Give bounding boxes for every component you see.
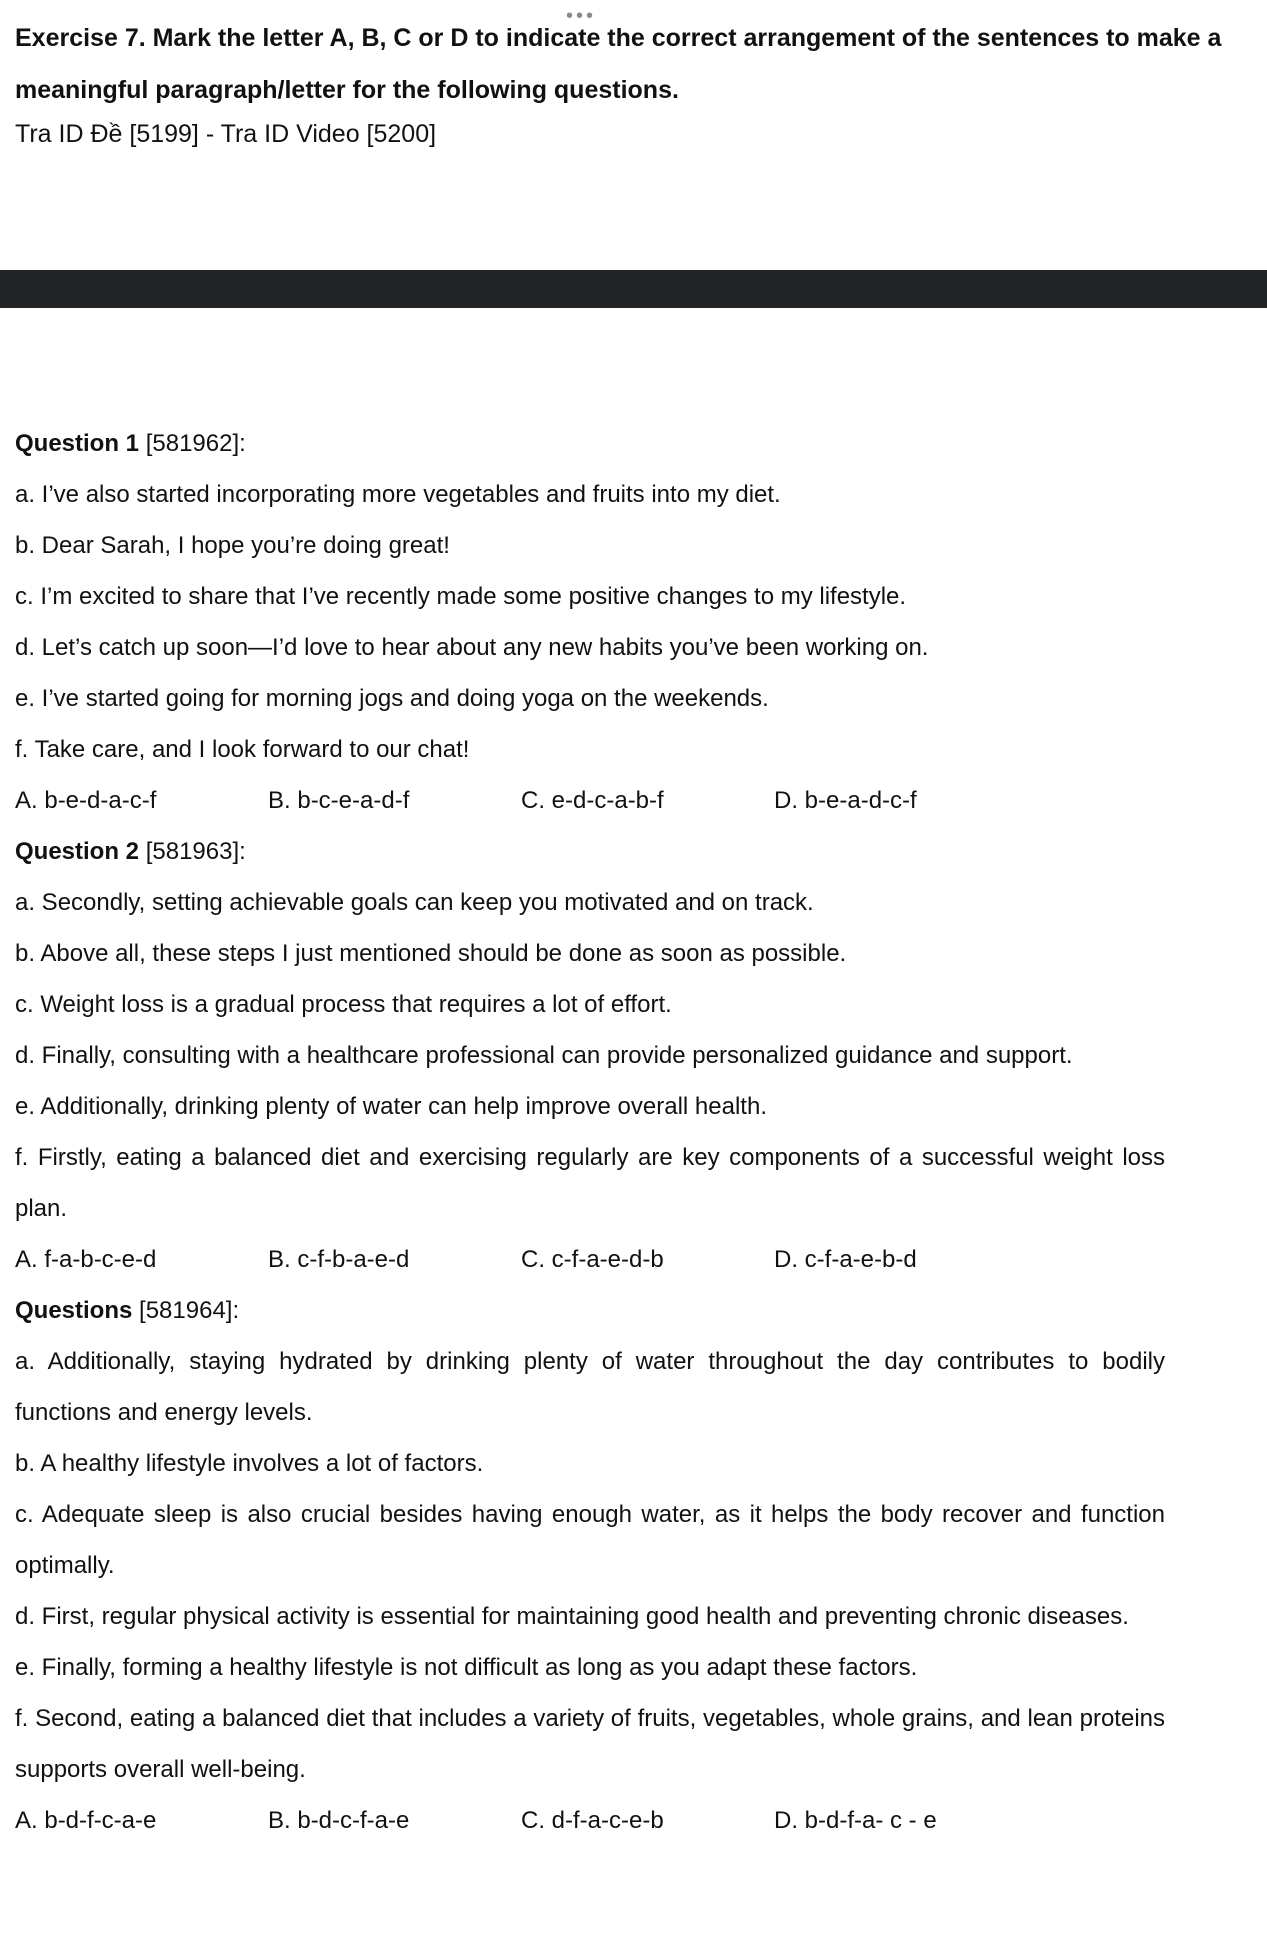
q3-option-d[interactable]: D. b-d-f-a- c - e (774, 1807, 937, 1834)
q2-options (15, 1234, 1165, 1285)
q2-option-c[interactable]: C. c-f-a-e-d-b (521, 1246, 664, 1273)
q3-option-b[interactable]: B. b-d-c-f-a-e (268, 1807, 410, 1834)
q1-options (15, 775, 1165, 826)
q2-option-d[interactable]: D. c-f-a-e-b-d (774, 1246, 917, 1273)
q2-sentence-a: a. Secondly, setting achievable goals can keep you motivated and on track. (15, 889, 814, 916)
question-1-heading (15, 418, 1165, 469)
more-options-icon[interactable]: ••• (566, 5, 597, 27)
q3-sentence-e: e. Finally, forming a healthy lifestyle is not difficult as long as you adapt these factors. (15, 1654, 918, 1681)
q3-sentence-a: a. Additionally, staying hydrated by drinking plenty of water throughout the day contributes to bodily functions and energy levels. (15, 1348, 1165, 1426)
question-2-heading (15, 826, 1165, 877)
q1-sentence-e: e. I’ve started going for morning jogs and doing yoga on the weekends. (15, 685, 769, 712)
q2-option-a[interactable]: A. f-a-b-c-e-d (15, 1246, 157, 1273)
q1-sentence-b: b. Dear Sarah, I hope you’re doing great! (15, 532, 450, 559)
q2-sentence-e: e. Additionally, drinking plenty of water can help improve overall health. (15, 1093, 767, 1120)
q1-sentence-a: a. I’ve also started incorporating more vegetables and fruits into my diet. (15, 481, 781, 508)
q1-sentence-d: d. Let’s catch up soon—I’d love to hear about any new habits you’ve been working on. (15, 634, 929, 661)
q2-sentence-c: c. Weight loss is a gradual process that requires a lot of effort. (15, 991, 672, 1018)
q1-sentence-c: c. I’m excited to share that I’ve recently made some positive changes to my lifestyle. (15, 583, 907, 610)
q3-sentence-d: d. First, regular physical activity is essential for maintaining good health and preventing chronic diseases. (15, 1603, 1129, 1630)
redaction-bar (0, 270, 1267, 308)
question-1-id: [581962]: (145, 430, 246, 457)
q3-option-c[interactable]: C. d-f-a-c-e-b (521, 1807, 664, 1834)
question-1-label: Question 1 (15, 430, 140, 457)
q2-sentence-f: f. Firstly, eating a balanced diet and exercising regularly are key components of a successful weight loss plan. (15, 1144, 1165, 1222)
q2-sentence-d: d. Finally, consulting with a healthcare professional can provide personalized guidance and support. (15, 1042, 1073, 1069)
questions-content (15, 418, 1165, 1846)
q1-option-b[interactable]: B. b-c-e-a-d-f (268, 787, 410, 814)
q2-sentence-b: b. Above all, these steps I just mentioned should be done as soon as possible. (15, 940, 847, 967)
q1-option-a[interactable]: A. b-e-d-a-c-f (15, 787, 157, 814)
question-3-label: Questions (15, 1297, 133, 1324)
q3-sentence-f: f. Second, eating a balanced diet that includes a variety of fruits, vegetables, whole grains, and lean proteins supports overall well-being. (15, 1705, 1165, 1783)
q3-options (15, 1795, 1165, 1846)
tra-id-line: Tra ID Đề [5199] - Tra ID Video [5200] (15, 120, 437, 148)
q3-sentence-b: b. A healthy lifestyle involves a lot of factors. (15, 1450, 484, 1477)
question-2-label: Question 2 (15, 838, 140, 865)
question-2-id: [581963]: (145, 838, 246, 865)
q3-option-a[interactable]: A. b-d-f-c-a-e (15, 1807, 157, 1834)
question-3-heading (15, 1285, 1165, 1336)
q2-option-b[interactable]: B. c-f-b-a-e-d (268, 1246, 410, 1273)
q1-option-c[interactable]: C. e-d-c-a-b-f (521, 787, 664, 814)
q1-sentence-f: f. Take care, and I look forward to our chat! (15, 736, 470, 763)
q1-option-d[interactable]: D. b-e-a-d-c-f (774, 787, 917, 814)
q3-sentence-c: c. Adequate sleep is also crucial besides having enough water, as it helps the body recover and function optimally. (15, 1501, 1165, 1579)
exercise-title: Exercise 7. Mark the letter A, B, C or D to indicate the correct arrangement of the sentences to make a meaningful paragraph/letter for the following questions. (15, 24, 1222, 104)
question-3-id: [581964]: (139, 1297, 240, 1324)
